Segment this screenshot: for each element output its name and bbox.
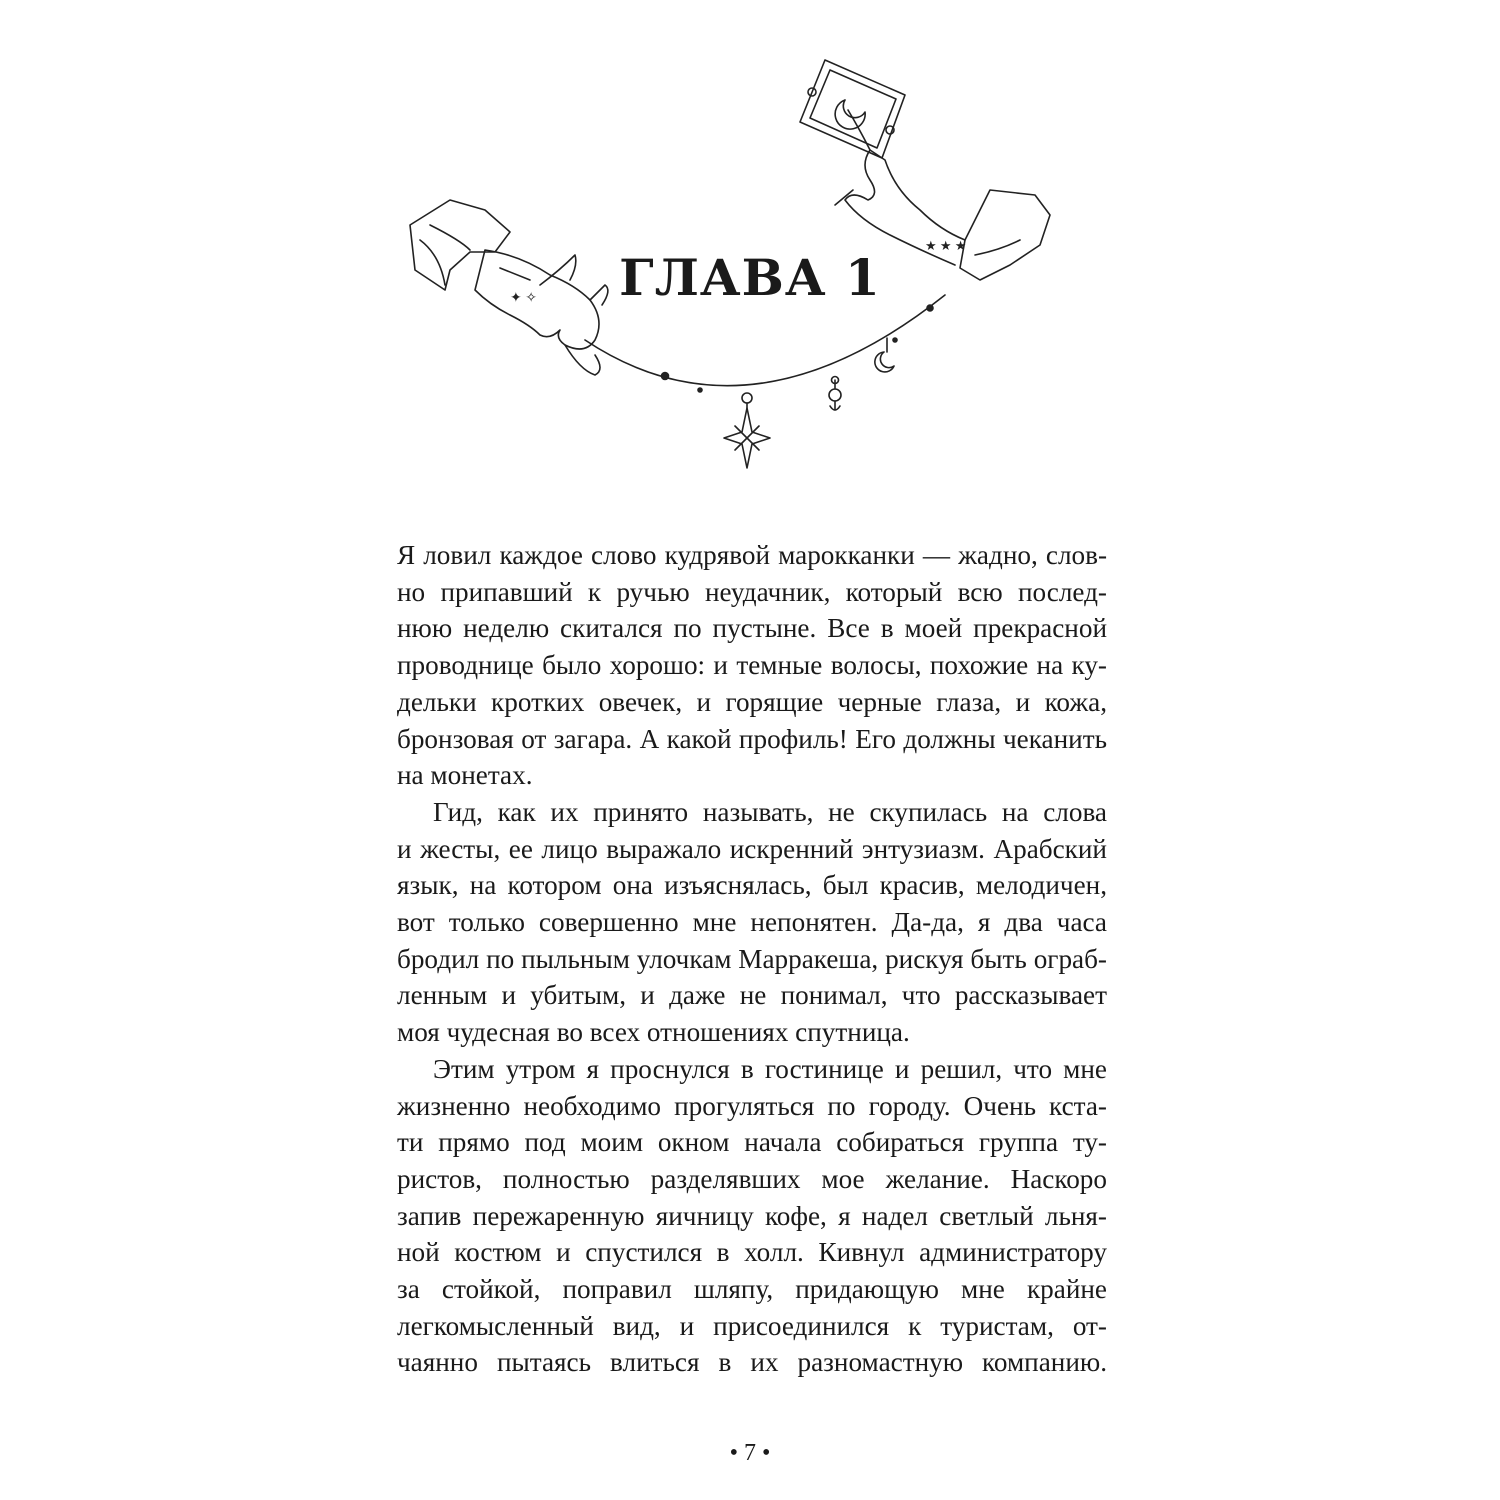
text-line: легкомысленный вид, и присоединился к туристам, от- [397, 1310, 1107, 1341]
text-line: за стойкой, поправил шляпу, придающую мне крайне [397, 1274, 1107, 1305]
text-line: ленным и убитым, и даже не понимал, что рассказывает [397, 980, 1107, 1011]
star-pendant-icon [724, 393, 770, 468]
text-line: ристов, полностью разделявших мое желание. Наскоро [397, 1163, 1107, 1194]
text-line: ти прямо под моим окном начала собираться группа ту- [397, 1127, 1107, 1158]
chapter-body-text [397, 537, 1107, 1381]
paragraph [397, 794, 1107, 1051]
text-line: Этим утром я проснулся в гостинице и решил, что мне [433, 1053, 1107, 1084]
text-line: моя чудесная во всех отношениях спутница. [397, 1017, 910, 1048]
paragraph [397, 537, 1107, 794]
chapter-title: ГЛАВА 1 [619, 248, 881, 307]
text-line: Гид, как их принято называть, не скупилась на слова [433, 796, 1107, 827]
text-line: но припавший к ручью неудачник, который всю послед- [397, 576, 1107, 607]
text-line: язык, на котором она изъяснялась, был красив, мелодичен, [397, 870, 1107, 901]
arc-chain [585, 295, 945, 386]
text-line: бронзовая от загара. А какой профиль! Его должны чеканить [397, 723, 1107, 754]
tarot-card-icon [800, 60, 905, 158]
text-line: бродил по пыльным улочкам Марракеша, рискуя быть ограб- [397, 943, 1107, 974]
text-line: ной костюм и спустился в холл. Кивнул администратору [397, 1237, 1107, 1268]
text-line: вот только совершенно мне непонятен. Да-да, я два часа [397, 907, 1107, 938]
text-line: дельки кротких овечек, и горящие черные глаза, и кожа, [397, 686, 1107, 717]
text-line: проводнице было хорошо: и темные волосы, похожие на ку- [397, 650, 1107, 681]
text-line: чаянно пытаясь влиться в их разномастную компанию. [397, 1347, 1107, 1378]
text-line: Я ловил каждое слово кудрявой марокканки — жадно, слов- [397, 540, 1107, 570]
svg-text:★ ★ ★: ★ ★ ★ [925, 238, 967, 253]
text-line: на монетах. [397, 760, 533, 791]
text-line: нюю неделю скитался по пустыне. Все в моей прекрасной [397, 613, 1107, 644]
svg-text:✦ ✧: ✦ ✧ [510, 291, 537, 306]
text-line: запив пережаренную яичницу кофе, я надел светлый льня- [397, 1200, 1107, 1231]
page-number: • 7 • [729, 1440, 771, 1466]
text-line: и жесты, ее лицо выражало искренний энтузиазм. Арабский [397, 833, 1107, 864]
paragraph [397, 1051, 1107, 1381]
crescent-moon-pendant-icon [875, 338, 894, 372]
text-line: жизненно необходимо прогуляться по городу. Очень кста- [397, 1090, 1107, 1121]
venus-pendant-icon [829, 380, 841, 410]
